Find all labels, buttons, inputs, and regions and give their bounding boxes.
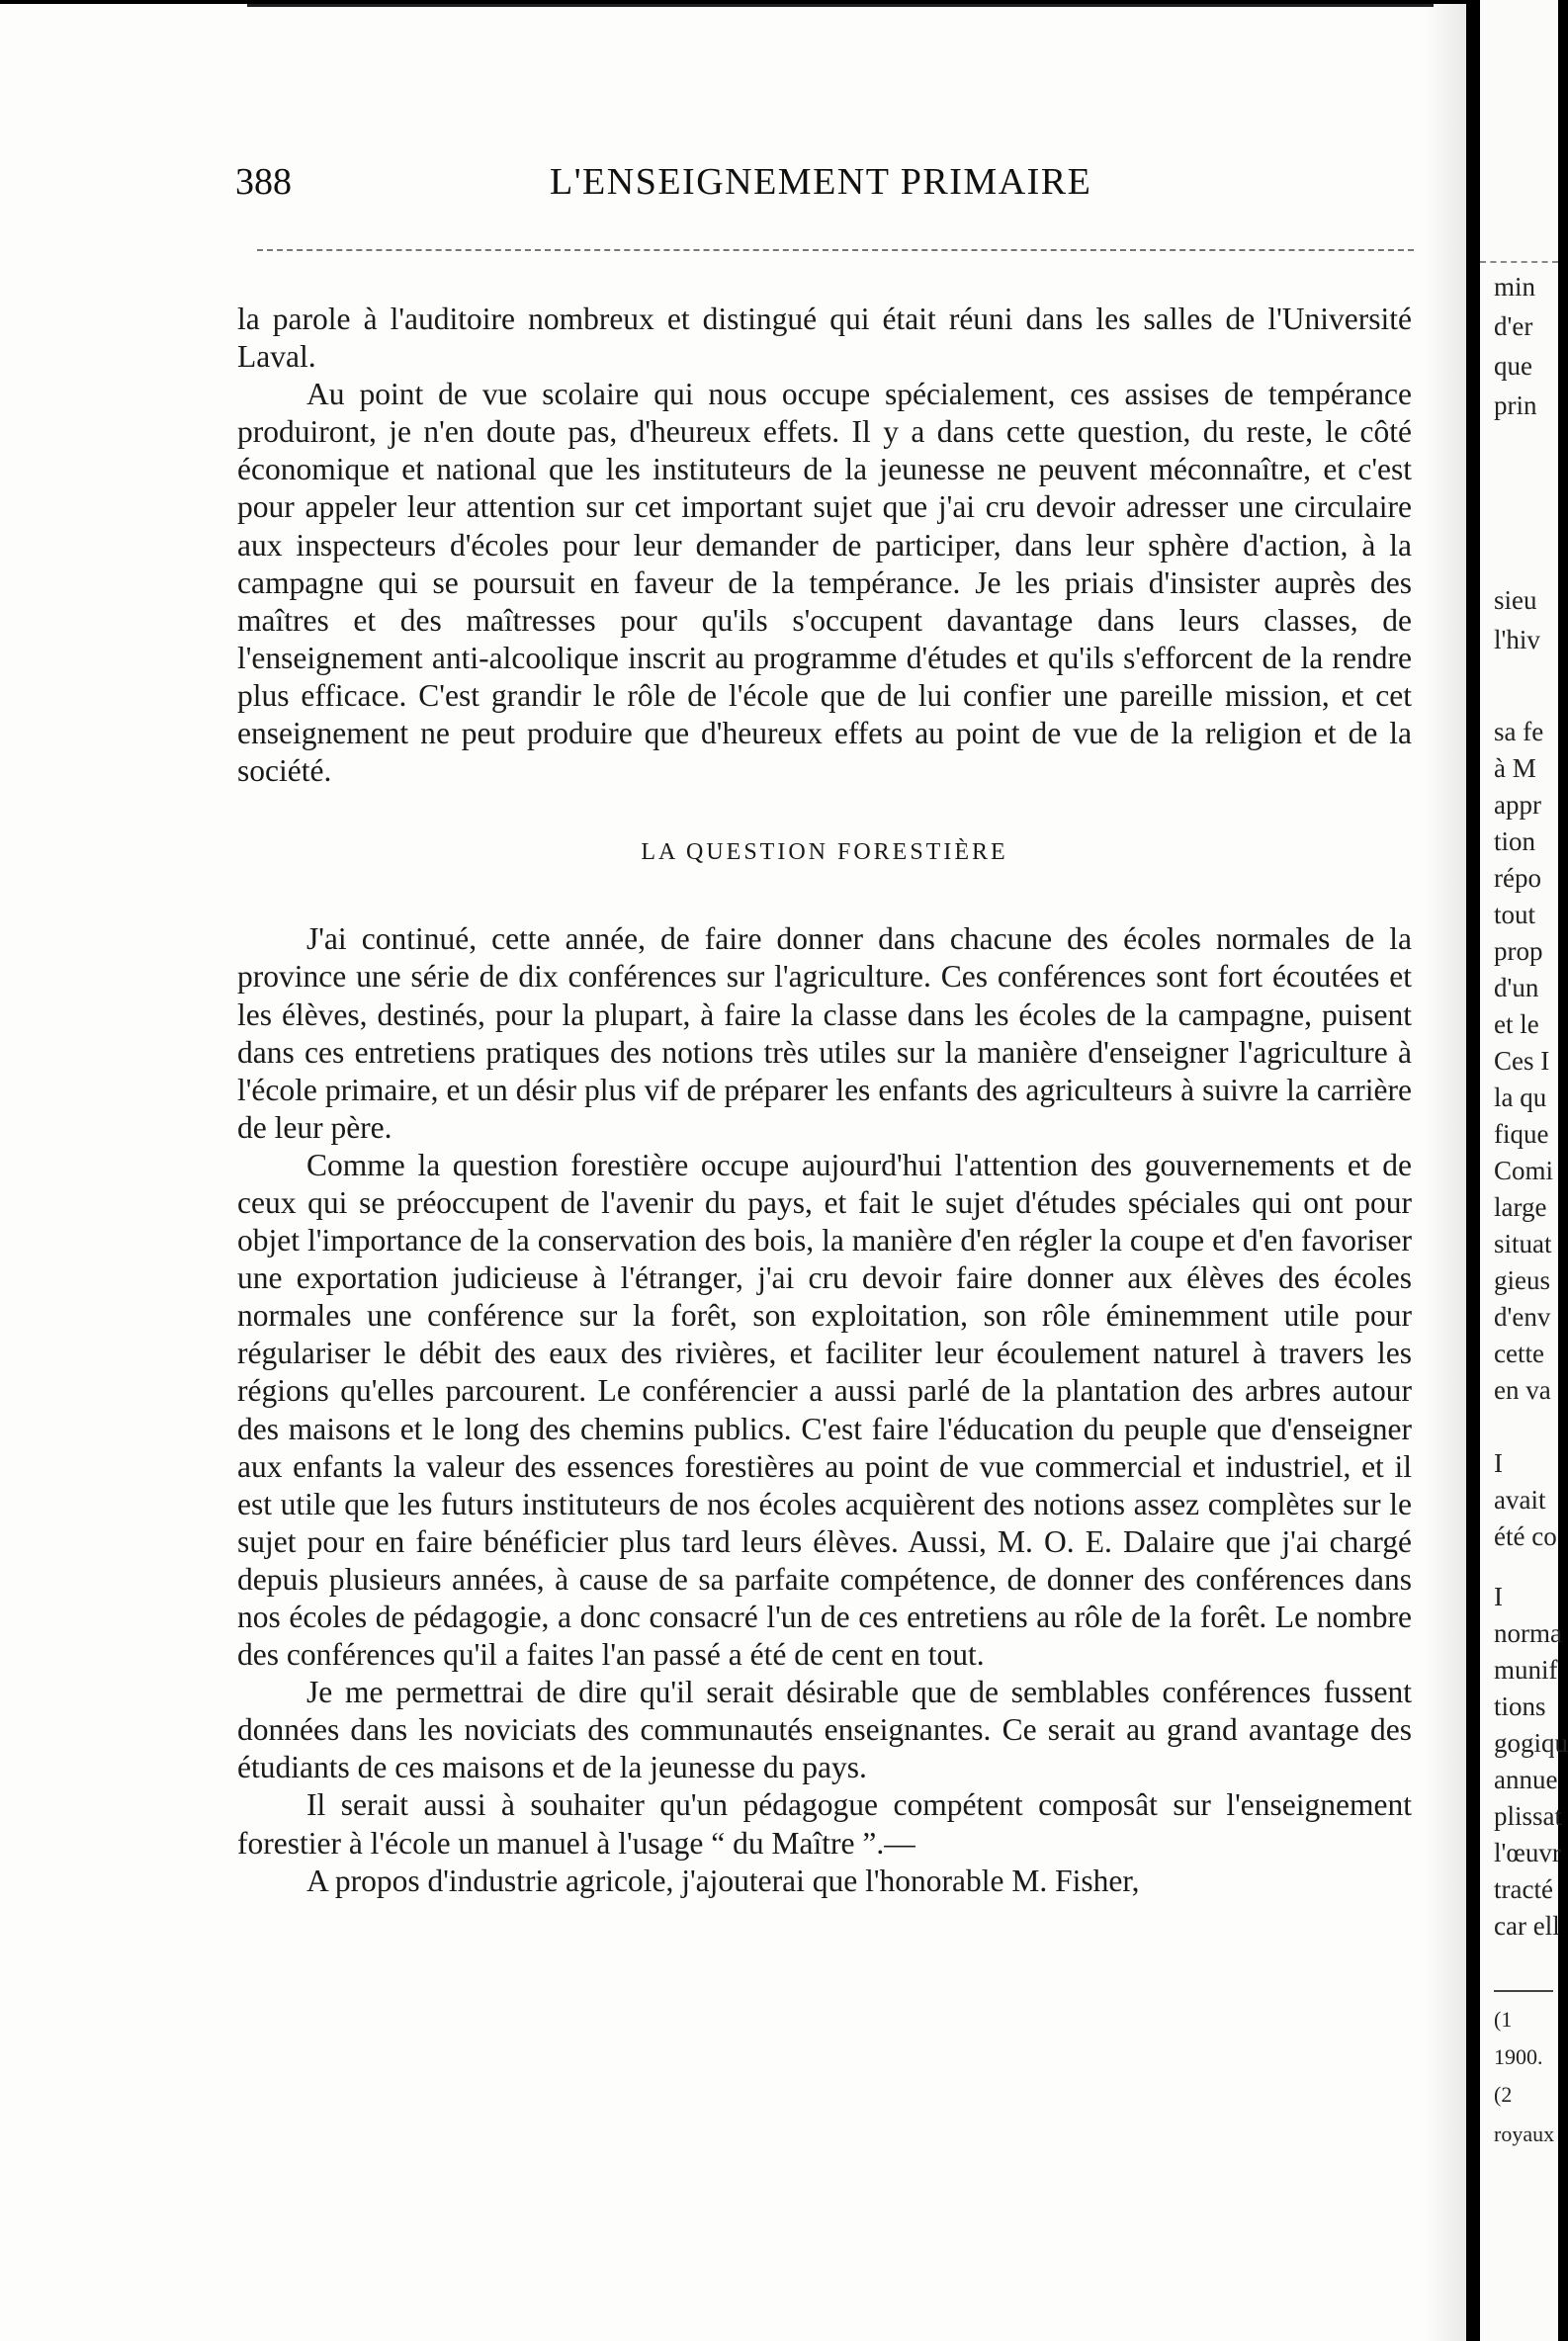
adjacent-page-text-fragment: (2 [1494, 2082, 1513, 2107]
paragraph: Il serait aussi à souhaiter qu'un pédagogue compétent composât sur l'enseignement forestier à l'école un manuel à l'usage “ du Maître ”.— [237, 1787, 1412, 1861]
body-text [237, 301, 1412, 1900]
adjacent-page-text-fragment: à M [1494, 753, 1536, 783]
paragraph: Comme la question forestière occupe aujourd'hui l'attention des gouvernements et de ceux qui se préoccupent de l'avenir du pays, et fait le sujet d'études spéciales qui ont pour objet l'importance de la conservation des bois, la manière d'en régler la coupe et d'en favoriser une exportation judicieuse à l'étranger, j'ai cru devoir faire donner aux élèves des écoles normales une conférence sur la forêt, son exploitation, son rôle éminemment utile pour régulariser le débit des eaux des rivières, et faciliter leur écoulement naturel à travers les régions qu'elles parcourent. Le conférencier a aussi parlé de la plantation des arbres autour des maisons et le long des chemins publics. C'est faire l'éducation du peuple que d'enseigner aux enfants la valeur des essences forestières au point de vue commercial et industriel, et il est utile que les futurs instituteurs de nos écoles acquièrent des notions assez complètes sur le sujet pour en faire bénéficier plus tard leurs élèves. Aussi, M. O. E. Dalaire que j'ai chargé depuis plusieurs années, à cause de sa parfaite compétence, de donner des conférences dans nos écoles de pédagogie, a donc consacré l'un de ces entretiens au rôle de la forêt. Le nombre des conférences qu'il a faites l'an passé a été de cent en tout. [237, 1147, 1412, 1673]
adjacent-page-text-fragment: fique [1494, 1119, 1549, 1149]
adjacent-page-text-fragment: annue [1494, 1765, 1558, 1794]
adjacent-page-text-fragment: l'hiv [1494, 625, 1540, 654]
adjacent-page-text-fragment: plissat [1494, 1801, 1563, 1831]
adjacent-page-text-fragment: sieu [1494, 585, 1537, 615]
adjacent-footnote-rule [1494, 1990, 1553, 1992]
document-page [0, 4, 1466, 2341]
adjacent-page-text-fragment: Comi [1494, 1156, 1554, 1185]
adjacent-page-text-fragment: royaux [1494, 2122, 1555, 2146]
adjacent-page-text-fragment: répo [1494, 863, 1541, 893]
adjacent-page-text-fragment: Ces I [1494, 1046, 1550, 1076]
header-rule [257, 249, 1414, 251]
adjacent-page-text-fragment: d'env [1494, 1302, 1551, 1332]
adjacent-page-text-fragment: tion [1494, 826, 1536, 856]
adjacent-page-text-fragment: tout [1494, 900, 1536, 929]
adjacent-page-text-fragment: (1 [1494, 2007, 1513, 2032]
paragraph: J'ai continué, cette année, de faire donner dans chacune des écoles normales de la province une série de dix conférences sur l'agriculture. Ces conférences sont fort écoutées et les élèves, destinés, pour la plupart, à faire la classe dans les écoles de la campagne, puisent dans ces entretiens pratiques des notions très utiles sur la manière d'enseigner l'agriculture à l'école primaire, et un désir plus vif de préparer les enfants des agriculteurs à suivre la carrière de leur père. [237, 921, 1412, 1145]
running-title: L'ENSEIGNEMENT PRIMAIRE [550, 161, 1092, 203]
section-heading: LA QUESTION FORESTIÈRE [641, 839, 1008, 866]
paragraph: Au point de vue scolaire qui nous occupe spécialement, ces assises de tempérance produiront, je n'en doute pas, d'heureux effets. Il y a dans cette question, du reste, le côté économique et national que les instituteurs de la jeunesse ne peuvent méconnaître, et c'est pour appeler leur attention sur cet important sujet que j'ai cru devoir adresser une circulaire aux inspecteurs d'écoles pour leur demander de participer, dans leur sphère d'action, à la campagne qui se poursuit en faveur de la tempérance. Je les priais d'insister auprès des maîtres et des maîtresses pour qu'ils s'occupent davantage dans leurs classes, de l'enseignement anti-alcoolique inscrit au programme d'études et qu'ils s'efforcent de la rendre plus efficace. C'est grandir le rôle de l'école que de lui confier une pareille mission, et cet enseignement ne peut produire que d'heureux effets au point de vue de la religion et de la société. [237, 377, 1412, 789]
adjacent-page-text-fragment: 1900. [1494, 2044, 1543, 2069]
adjacent-page-text-fragment: prop [1494, 936, 1543, 966]
paragraph: la parole à l'auditoire nombreux et distingué qui était réuni dans les salles de l'Université Laval. [237, 302, 1412, 375]
adjacent-page-text-fragment: été co [1494, 1521, 1557, 1551]
adjacent-page-text-fragment: I [1494, 1448, 1503, 1478]
adjacent-page-text-fragment: norma [1494, 1618, 1562, 1648]
adjacent-page-text-fragment: sa fe [1494, 717, 1544, 746]
adjacent-page-text-fragment: cette [1494, 1339, 1544, 1368]
adjacent-page-text-fragment: min [1494, 272, 1536, 302]
top-edge-rule [247, 4, 1434, 7]
adjacent-page-text-fragment: tions [1494, 1691, 1546, 1721]
gutter-shadow [1424, 4, 1466, 2341]
adjacent-page-text-fragment: large [1494, 1192, 1547, 1222]
adjacent-page-text-fragment: la qu [1494, 1083, 1547, 1112]
adjacent-page-text-fragment: avait [1494, 1485, 1546, 1515]
adjacent-page-text-fragment: en va [1494, 1375, 1551, 1405]
adjacent-page-text-fragment: car ell [1494, 1911, 1560, 1941]
paragraph: A propos d'industrie agricole, j'ajouterai que l'honorable M. Fisher, [306, 1863, 1140, 1898]
page-number: 388 [235, 161, 292, 203]
adjacent-header-rule [1480, 261, 1558, 263]
adjacent-page-text-fragment: gogiqu [1494, 1728, 1568, 1758]
adjacent-page-text-fragment: I [1494, 1582, 1503, 1611]
adjacent-page-edge [1480, 0, 1568, 2341]
adjacent-page-text-fragment: et le [1494, 1009, 1539, 1039]
adjacent-page-text-fragment: appr [1494, 790, 1541, 820]
adjacent-page-text-fragment: l'œuvr [1494, 1838, 1561, 1867]
adjacent-page-text-fragment: d'un [1494, 973, 1539, 1002]
adjacent-page-text-fragment: gieus [1494, 1265, 1550, 1295]
page-header [235, 160, 1402, 219]
paragraph: Je me permettrai de dire qu'il serait désirable que de semblables conférences fussent données dans les noviciats des communautés enseignantes. Ce serait au grand avantage des étudiants de ces maisons et de la jeunesse du pays. [237, 1675, 1412, 1785]
adjacent-page-text-fragment: munif [1494, 1655, 1558, 1685]
adjacent-page-text-fragment: que [1494, 351, 1532, 381]
adjacent-page-text-fragment: situat [1494, 1229, 1552, 1258]
adjacent-page-text-fragment: d'er [1494, 311, 1533, 341]
adjacent-page-text-fragment: tracté [1494, 1874, 1553, 1904]
adjacent-page-text-fragment: prin [1494, 390, 1537, 420]
